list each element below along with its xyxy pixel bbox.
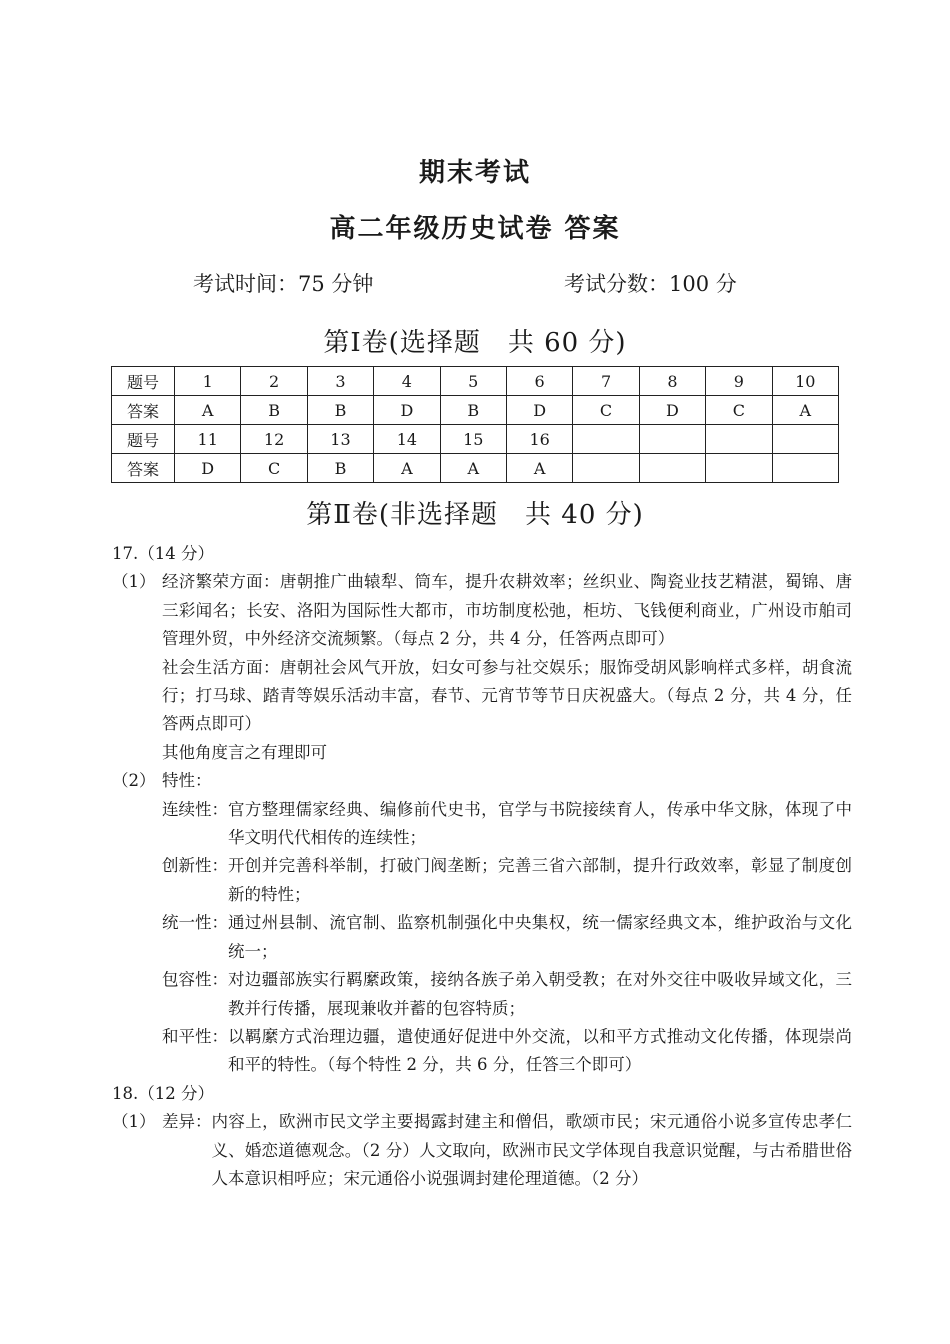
table-cell	[706, 425, 772, 454]
table-cell: 11	[175, 425, 241, 454]
q17-part1-society: 社会生活方面：唐朝社会风气开放，妇女可参与社交娱乐；服饰受胡风影响样式多样，胡食流行；打马球、踏青等娱乐活动丰富，春节、元宵节等节日庆祝盛大。（每点 2 分，共 4 分，任答两点即可）	[162, 657, 852, 734]
q17-heading: 17.（14 分）	[112, 544, 214, 563]
table-cell	[772, 425, 838, 454]
table-cell: B	[440, 396, 506, 425]
feature-text: 以羁縻方式治理边疆，遣使通好促进中外交流，以和平方式推动文化传播，体现崇尚和平的特性。（每个特性 2 分，共 6 分，任答三个即可）	[228, 1026, 852, 1075]
table-cell: A	[374, 454, 440, 483]
exam-subtitle: 高二年级历史试卷 答案	[329, 214, 621, 244]
q17-part2	[112, 767, 852, 795]
feature-label: 统一性：	[162, 913, 228, 933]
answer-table	[111, 366, 839, 483]
feature-item	[162, 1023, 852, 1080]
table-cell: C	[241, 454, 307, 483]
feature-item	[162, 796, 852, 853]
row-label: 题号	[112, 425, 175, 454]
q18-part1	[112, 1108, 852, 1193]
q17-part2-number: （2）	[112, 771, 156, 791]
table-row	[112, 425, 839, 454]
row-label: 题号	[112, 367, 175, 396]
row-label: 答案	[112, 396, 175, 425]
table-cell: C	[573, 396, 639, 425]
table-row	[112, 396, 839, 425]
table-cell: 4	[374, 367, 440, 396]
answer-body	[112, 540, 852, 1193]
table-cell: 12	[241, 425, 307, 454]
part1-heading: 第Ⅰ卷(选择题 共 60 分)	[323, 328, 627, 358]
table-cell: A	[772, 396, 838, 425]
feature-label: 连续性：	[162, 799, 228, 819]
feature-text: 官方整理儒家经典、编修前代史书，官学与书院接续育人，传承中华文脉，体现了中华文明代代相传的连续性；	[228, 799, 852, 848]
feature-label: 和平性：	[162, 1026, 228, 1046]
feature-item	[162, 909, 852, 966]
table-cell: A	[175, 396, 241, 425]
table-cell: B	[307, 454, 373, 483]
feature-text: 开创并完善科举制，打破门阀垄断；完善三省六部制，提升行政效率，彰显了制度创新的特性；	[228, 856, 852, 904]
table-cell: 5	[440, 367, 506, 396]
part2-heading: 第Ⅱ卷(非选择题 共 40 分)	[306, 500, 644, 530]
table-row	[112, 367, 839, 396]
q17-part2-intro: 特性：	[162, 771, 212, 791]
table-cell: B	[307, 396, 373, 425]
table-cell: 1	[175, 367, 241, 396]
table-cell: A	[440, 454, 506, 483]
table-cell: 8	[639, 367, 705, 396]
table-cell: 15	[440, 425, 506, 454]
table-cell: D	[374, 396, 440, 425]
table-cell: 6	[506, 367, 572, 396]
table-cell: 2	[241, 367, 307, 396]
feature-label: 创新性：	[162, 856, 228, 876]
exam-title: 期末考试	[418, 158, 531, 188]
table-cell: 3	[307, 367, 373, 396]
feature-text: 对边疆部族实行羁縻政策，接纳各族子弟入朝受教；在对外交往中吸收异域文化，三教并行传播，展现兼收并蓄的包容特质；	[228, 970, 852, 1018]
table-cell	[639, 454, 705, 483]
q17-part1	[112, 568, 852, 653]
exam-time: 考试时间：75 分钟	[193, 272, 374, 296]
table-cell: B	[241, 396, 307, 425]
table-cell: D	[639, 396, 705, 425]
q17-part1-economy: 经济繁荣方面：唐朝推广曲辕犁、筒车，提升农耕效率；丝织业、陶瓷业技艺精湛，蜀锦、唐三彩闻名；长安、洛阳为国际性大都市，市坊制度松弛，柜坊、飞钱便利商业，广州设市舶司管理外贸，中外经济交流频繁。（每点 2 分，共 4 分，任答两点即可）	[162, 572, 852, 649]
table-cell	[706, 454, 772, 483]
table-cell	[639, 425, 705, 454]
table-cell: 10	[772, 367, 838, 396]
table-cell	[772, 454, 838, 483]
feature-item	[162, 966, 852, 1023]
q18-part1-text: 内容上，欧洲市民文学主要揭露封建主和僧侣，歌颂市民；宋元通俗小说多宣传忠孝仁义、婚恋道德观念。（2 分）人文取向，欧洲市民文学体现自我意识觉醒，与古希腊世俗人本意识相呼应；宋元通俗小说强调封建伦理道德。（2 分）	[211, 1112, 852, 1188]
table-cell: D	[175, 454, 241, 483]
exam-score: 考试分数：100 分	[564, 272, 737, 296]
table-cell	[573, 454, 639, 483]
q17-part1-note: 其他角度言之有理即可	[162, 742, 327, 762]
q18-heading: 18.（12 分）	[112, 1083, 214, 1103]
table-cell: 14	[374, 425, 440, 454]
q17-part1-number: （1）	[112, 572, 156, 592]
table-cell	[573, 425, 639, 454]
table-cell: C	[706, 396, 772, 425]
q18-part1-label: 差异：	[162, 1112, 212, 1132]
row-label: 答案	[112, 454, 175, 483]
table-cell: 9	[706, 367, 772, 396]
feature-text: 通过州县制、流官制、监察机制强化中央集权，统一儒家经典文本，维护政治与文化统一；	[228, 913, 852, 961]
table-cell: 13	[307, 425, 373, 454]
feature-item	[162, 852, 852, 909]
table-cell: 16	[506, 425, 572, 454]
table-cell: A	[506, 454, 572, 483]
q18-part1-number: （1）	[112, 1112, 156, 1132]
table-row	[112, 454, 839, 483]
table-cell: D	[506, 396, 572, 425]
feature-label: 包容性：	[162, 970, 228, 990]
table-cell: 7	[573, 367, 639, 396]
